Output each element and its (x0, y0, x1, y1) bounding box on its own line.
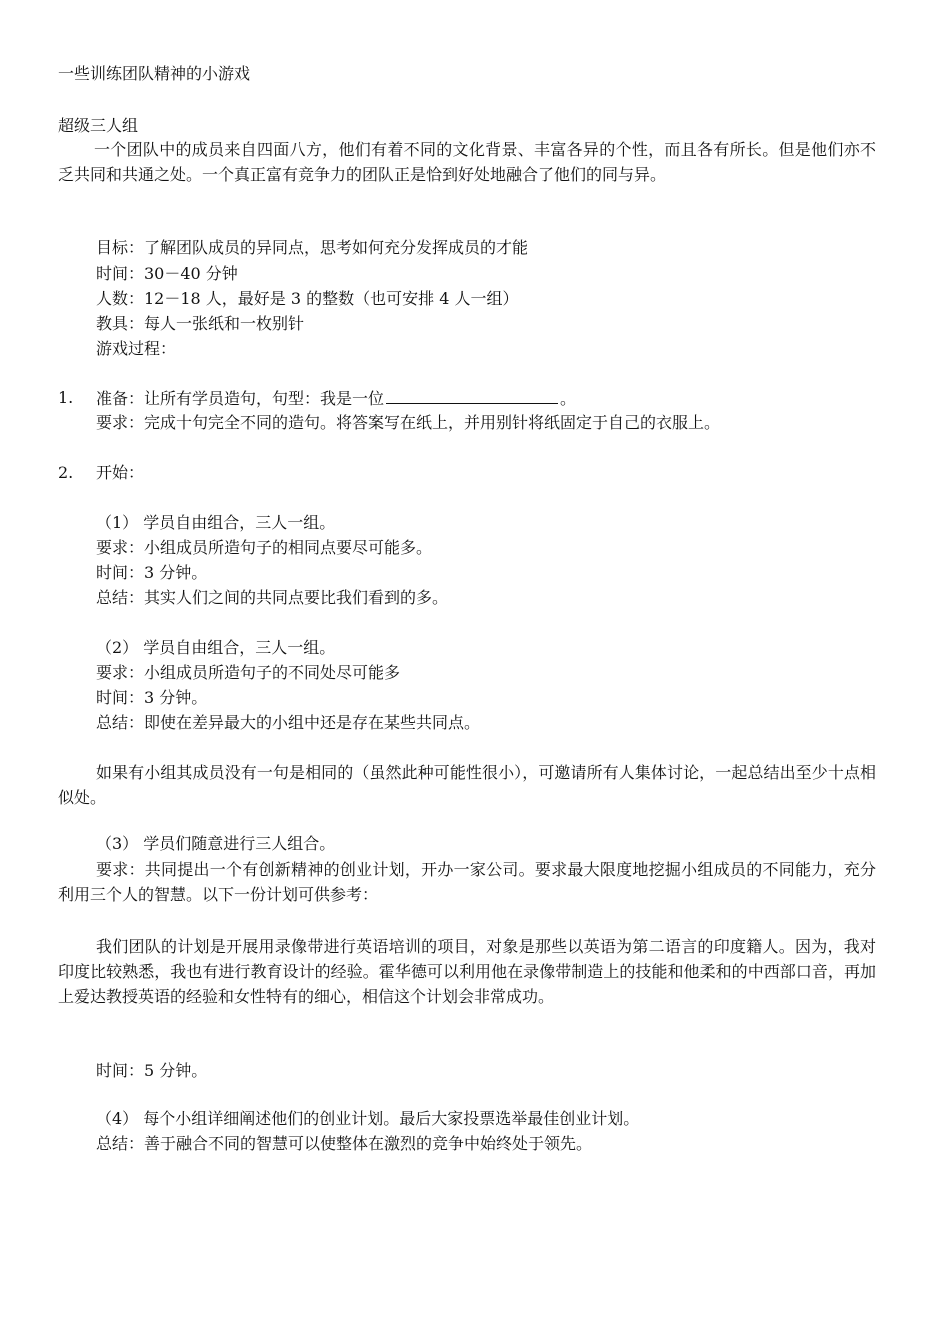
sub3-requirement: 要求：共同提出一个有创新精神的创业计划，开办一家公司。要求最大限度地挖掘小组成员的不同能力，充分利用三个人的智慧。以下一份计划可供参考： (58, 860, 876, 904)
step1-text-before: 准备：让所有学员造句，句型：我是一位 (96, 389, 385, 408)
sub1-requirement: 要求：小组成员所造句子的相同点要尽可能多。 (96, 538, 433, 557)
step1-text-after: 。 (560, 389, 577, 408)
intro-paragraph: 一个团队中的成员来自四面八方，他们有着不同的文化背景、丰富各异的个性，而且各有所长。但是他们亦不乏共同和共通之处。一个真正富有竞争力的团队正是恰到好处地融合了他们的同与异。 (58, 140, 876, 184)
goal-line: 目标：了解团队成员的异同点，思考如何充分发挥成员的才能 (96, 238, 529, 257)
tools-line: 教具：每人一张纸和一枚别针 (96, 314, 305, 333)
step2-number: 2. (58, 463, 74, 482)
sub4-summary: 总结：善于融合不同的智慧可以使整体在激烈的竞争中始终处于领先。 (96, 1134, 593, 1153)
time-line: 时间：30－40 分钟 (96, 264, 238, 283)
sub2-head: （2） 学员自由组合，三人一组。 (96, 638, 336, 657)
step1-prepare (96, 388, 576, 408)
sub1-time: 时间：3 分钟。 (96, 563, 208, 582)
sub3-time: 时间：5 分钟。 (96, 1061, 208, 1080)
people-line: 人数：12－18 人，最好是 3 的整数（也可安排 4 人一组） (96, 289, 519, 308)
doc-title: 一些训练团队精神的小游戏 (58, 64, 251, 83)
sub2-time: 时间：3 分钟。 (96, 688, 208, 707)
process-line: 游戏过程： (96, 339, 177, 358)
step1-number: 1. (58, 388, 74, 407)
step1-requirement: 要求：完成十句完全不同的造句。将答案写在纸上，并用别针将纸固定于自己的衣服上。 (96, 413, 721, 432)
sub3-example-plan: 我们团队的计划是开展用录像带进行英语培训的项目，对象是那些以英语为第二语言的印度籍人。因为，我对印度比较熟悉，我也有进行教育设计的经验。霍华德可以利用他在录像带制造上的技能和他柔和的中西部口音，再加上爱达教授英语的经验和女性特有的细心，相信这个计划会非常成功。 (58, 937, 876, 1006)
sub2-requirement: 要求：小组成员所造句子的不同处尽可能多 (96, 663, 401, 682)
game-name: 超级三人组 (58, 116, 139, 135)
sub1-head: （1） 学员自由组合，三人一组。 (96, 513, 336, 532)
fill-in-blank (386, 388, 558, 404)
sub1-summary: 总结：其实人们之间的共同点要比我们看到的多。 (96, 588, 449, 607)
sub4-head: （4） 每个小组详细阐述他们的创业计划。最后大家投票选举最佳创业计划。 (96, 1109, 640, 1128)
step2-text: 开始： (96, 463, 145, 482)
sub2-summary: 总结：即使在差异最大的小组中还是存在某些共同点。 (96, 713, 481, 732)
sub3-head: （3） 学员们随意进行三人组合。 (96, 834, 336, 853)
note-paragraph: 如果有小组其成员没有一句是相同的（虽然此种可能性很小），可邀请所有人集体讨论，一起总结出至少十点相似处。 (58, 763, 876, 807)
